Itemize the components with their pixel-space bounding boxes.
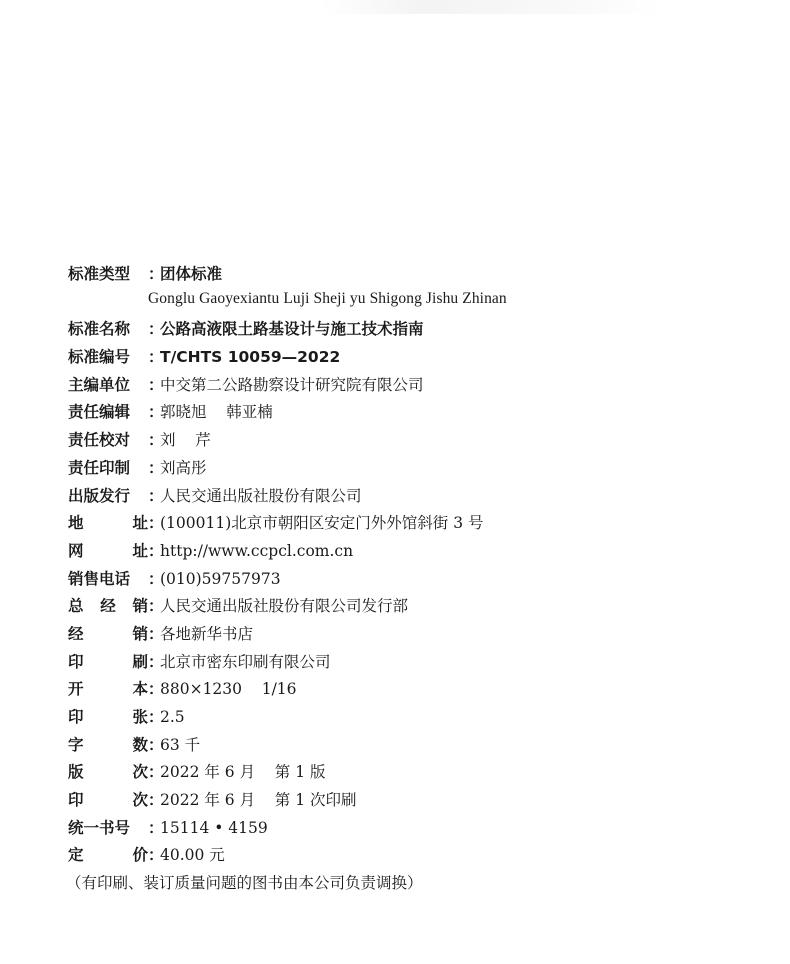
field-label: 标准类型 xyxy=(68,265,131,283)
field-value: 公路高液限土路基设计与施工技术指南 xyxy=(160,320,424,339)
info-row-printer xyxy=(68,650,768,678)
pinyin-row xyxy=(68,290,768,318)
info-row-general-distributor xyxy=(68,594,768,622)
field-value: 2022 年 6 月 第 1 版 xyxy=(160,763,326,782)
info-row-word-count xyxy=(68,733,768,761)
field-value: http://www.ccpcl.com.cn xyxy=(160,541,354,560)
colon: ： xyxy=(148,541,164,560)
field-value: T/CHTS 10059—2022 xyxy=(160,348,341,367)
colon: ： xyxy=(148,320,164,339)
quality-note: （有印刷、装订质量问题的图书由本公司负责调换） xyxy=(66,874,423,893)
colon: ： xyxy=(148,791,164,810)
colon: ： xyxy=(148,846,164,865)
colon: ： xyxy=(148,348,164,367)
info-row-edition xyxy=(68,760,768,788)
colon: ： xyxy=(148,403,164,422)
field-label: 责任校对 xyxy=(68,431,131,450)
field-label: 网 址 xyxy=(68,541,148,560)
title-pinyin: Gonglu Gaoyexiantu Luji Sheji yu Shigong Jishu Zhinan xyxy=(148,289,507,307)
field-label: 版 次 xyxy=(68,763,148,782)
colon: ： xyxy=(148,680,164,699)
info-row-publisher xyxy=(68,484,768,512)
field-label: 总 经 销 xyxy=(68,597,148,616)
field-label: 印 刷 xyxy=(68,652,148,671)
colon: ： xyxy=(148,514,164,533)
info-row-book-number xyxy=(68,816,768,844)
field-label: 印 次 xyxy=(68,791,148,810)
field-value: 2.5 xyxy=(160,708,185,726)
scan-artifact xyxy=(320,0,660,14)
field-value: 刘高彤 xyxy=(160,458,207,477)
field-label: 责任印制 xyxy=(68,458,131,477)
info-row-standard-type xyxy=(68,262,768,290)
field-label: 标准编号 xyxy=(68,348,131,367)
info-row-standard-name xyxy=(68,317,768,345)
colon: ： xyxy=(148,431,164,450)
field-label: 销售电话 xyxy=(68,569,131,588)
info-row-distributor xyxy=(68,622,768,650)
field-label: 责任编辑 xyxy=(68,403,131,422)
field-value: 880×1230 1/16 xyxy=(160,680,297,699)
colon: ： xyxy=(148,265,164,283)
colon: ： xyxy=(148,458,164,477)
colon: ： xyxy=(148,375,164,394)
publication-info xyxy=(68,262,768,899)
colon: ： xyxy=(148,624,164,643)
field-label: 统一书号 xyxy=(68,818,131,837)
field-value: 2022 年 6 月 第 1 次印刷 xyxy=(160,791,357,810)
field-value: (100011)北京市朝阳区安定门外外馆斜街 3 号 xyxy=(160,514,484,533)
colon: ： xyxy=(148,818,164,837)
field-label: 标准名称 xyxy=(68,320,131,339)
field-value: 郭晓旭 韩亚楠 xyxy=(160,403,273,422)
info-row-print-supervisor xyxy=(68,456,768,484)
colon: ： xyxy=(148,763,164,782)
field-value: 40.00 元 xyxy=(160,846,225,865)
quality-note-row xyxy=(68,871,768,899)
field-label: 印 张 xyxy=(68,708,148,726)
info-row-chief-unit xyxy=(68,373,768,401)
colon: ： xyxy=(148,735,164,754)
field-label: 字 数 xyxy=(68,735,148,754)
field-label: 经 销 xyxy=(68,624,148,643)
field-label: 地 址 xyxy=(68,514,148,533)
field-label: 开 本 xyxy=(68,680,148,699)
field-value: 人民交通出版社股份有限公司 xyxy=(160,486,362,505)
colon: ： xyxy=(148,597,164,616)
info-row-price xyxy=(68,843,768,871)
field-value: (010)59757973 xyxy=(160,569,281,588)
field-value: 人民交通出版社股份有限公司发行部 xyxy=(160,597,409,616)
field-value: 63 千 xyxy=(160,735,201,754)
colon: ： xyxy=(148,708,164,726)
colon: ： xyxy=(148,569,164,588)
field-label: 主编单位 xyxy=(68,375,131,394)
colon: ： xyxy=(148,652,164,671)
field-label: 出版发行 xyxy=(68,486,131,505)
field-value: 北京市密东印刷有限公司 xyxy=(160,652,331,671)
field-value: 各地新华书店 xyxy=(160,624,254,643)
field-label: 定 价 xyxy=(68,846,148,865)
info-row-address xyxy=(68,511,768,539)
colon: ： xyxy=(148,486,164,505)
field-value: 中交第二公路勘察设计研究院有限公司 xyxy=(160,375,424,394)
info-row-website xyxy=(68,539,768,567)
field-value: 刘 芹 xyxy=(160,431,211,450)
info-row-format xyxy=(68,677,768,705)
field-value: 15114 • 4159 xyxy=(160,818,268,837)
info-row-sales-phone xyxy=(68,567,768,595)
info-row-printed-sheets xyxy=(68,705,768,733)
field-value: 团体标准 xyxy=(160,265,223,283)
info-row-proofreader xyxy=(68,428,768,456)
info-row-standard-number xyxy=(68,345,768,373)
info-row-printing xyxy=(68,788,768,816)
info-row-editor xyxy=(68,400,768,428)
